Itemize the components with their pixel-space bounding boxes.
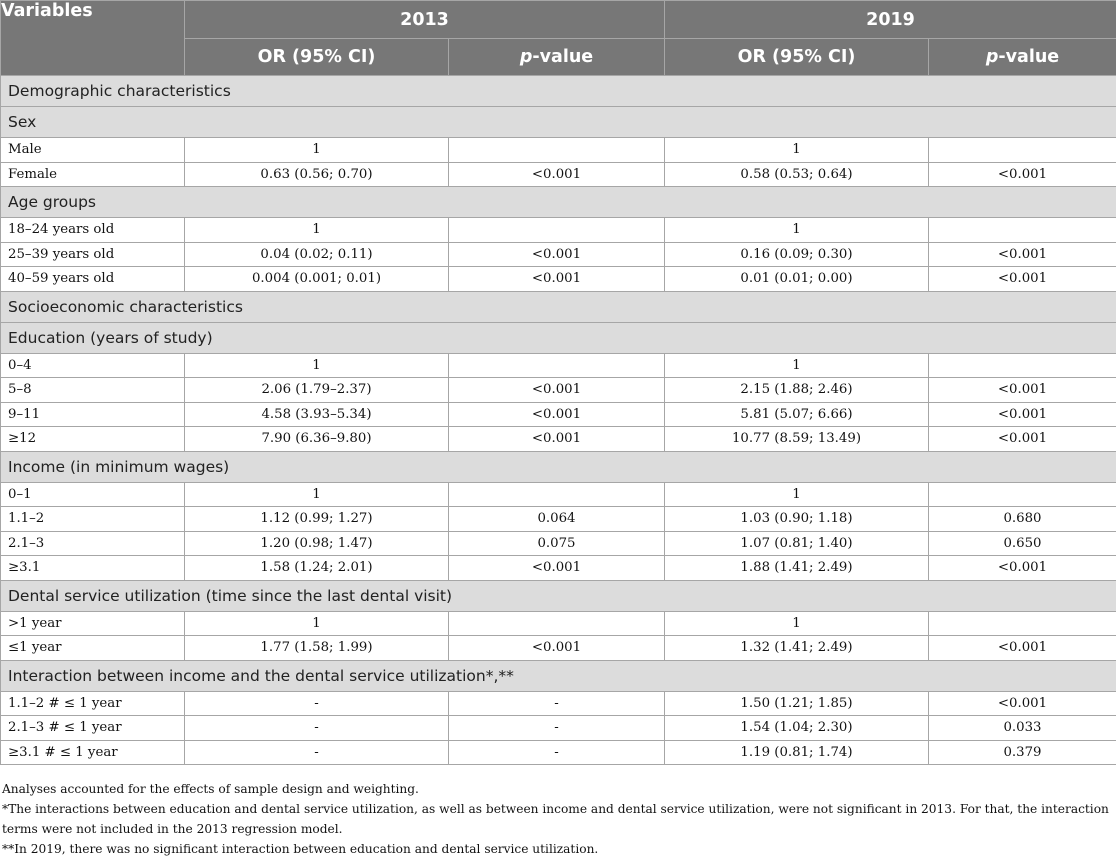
section-label: Dental service utilization (time since the last dental visit) [1, 580, 1116, 611]
section-label: Interaction between income and the dental service utilization*,** [1, 660, 1116, 691]
section-label: Income (in minimum wages) [1, 451, 1116, 482]
cell-p-value-2013: <0.001 [449, 242, 665, 267]
cell-or-ci-2019: 1.32 (1.41; 2.49) [665, 636, 929, 661]
cell-or-ci-2019: 2.15 (1.88; 2.46) [665, 378, 929, 403]
cell-or-ci-2019: 1.07 (0.81; 1.40) [665, 531, 929, 556]
section-row [1, 322, 1116, 353]
header-variables: Variables [1, 1, 185, 76]
cell-or-ci-2013: 0.63 (0.56; 0.70) [185, 162, 449, 187]
cell-or-ci-2019: 1.19 (0.81; 1.74) [665, 740, 929, 765]
cell-p-value-2013 [449, 138, 665, 163]
cell-or-ci-2019: 1 [665, 218, 929, 243]
cell-p-value-2019: 0.379 [929, 740, 1116, 765]
cell-p-value-2019: <0.001 [929, 162, 1116, 187]
cell-p-value-2019: <0.001 [929, 556, 1116, 581]
cell-p-value-2013: - [449, 691, 665, 716]
table-row [1, 138, 1116, 163]
cell-p-value-2013 [449, 353, 665, 378]
cell-p-value-2019: <0.001 [929, 402, 1116, 427]
cell-or-ci-2013: 1 [185, 611, 449, 636]
section-label: Demographic characteristics [1, 76, 1116, 107]
cell-p-value-2013: <0.001 [449, 556, 665, 581]
footnote-interaction-2013: *The interactions between education and dental service utilization, as well as between income and dental service utilization, were not significant in 2013. For that, the interaction terms were not included in the 2013 regression model. [2, 802, 1109, 836]
section-label: Socioeconomic characteristics [1, 291, 1116, 322]
cell-or-ci-2013: 4.58 (3.93–5.34) [185, 402, 449, 427]
cell-or-ci-2019: 1.50 (1.21; 1.85) [665, 691, 929, 716]
cell-p-value-2013: <0.001 [449, 162, 665, 187]
cell-or-ci-2013: 1.77 (1.58; 1.99) [185, 636, 449, 661]
cell-p-value-2019: <0.001 [929, 691, 1116, 716]
cell-p-value-2013: <0.001 [449, 636, 665, 661]
row-label: ≤1 year [1, 636, 185, 661]
header-year-2019: 2019 [665, 1, 1116, 39]
cell-p-value-2019: <0.001 [929, 636, 1116, 661]
cell-p-value-2019: <0.001 [929, 427, 1116, 452]
table-footnotes [0, 765, 1112, 859]
cell-or-ci-2019: 1.54 (1.04; 2.30) [665, 716, 929, 741]
row-label: 25–39 years old [1, 242, 185, 267]
row-label: 1.1–2 # ≤ 1 year [1, 691, 185, 716]
cell-or-ci-2019: 1 [665, 353, 929, 378]
cell-p-value-2019: 0.033 [929, 716, 1116, 741]
cell-or-ci-2013: 1 [185, 218, 449, 243]
header-or-ci-2013: OR (95% CI) [185, 39, 449, 76]
table-row [1, 611, 1116, 636]
table-row [1, 556, 1116, 581]
cell-or-ci-2013: 1 [185, 138, 449, 163]
table-header [1, 1, 1116, 76]
table-row [1, 427, 1116, 452]
cell-or-ci-2013: - [185, 740, 449, 765]
table-row [1, 636, 1116, 661]
cell-or-ci-2019: 5.81 (5.07; 6.66) [665, 402, 929, 427]
table-row [1, 353, 1116, 378]
cell-p-value-2019: 0.680 [929, 507, 1116, 532]
row-label: ≥12 [1, 427, 185, 452]
cell-p-value-2013: <0.001 [449, 402, 665, 427]
section-row [1, 76, 1116, 107]
table-row [1, 162, 1116, 187]
header-p-value-2013: p-value [449, 39, 665, 76]
row-label: 9–11 [1, 402, 185, 427]
cell-p-value-2019: <0.001 [929, 378, 1116, 403]
row-label: Male [1, 138, 185, 163]
footnote-interaction-2019: **In 2019, there was no significant interaction between education and dental service utilization. [2, 842, 599, 856]
row-label: 0–4 [1, 353, 185, 378]
cell-or-ci-2013: 0.004 (0.001; 0.01) [185, 267, 449, 292]
table-row [1, 740, 1116, 765]
row-label: 5–8 [1, 378, 185, 403]
cell-p-value-2019 [929, 482, 1116, 507]
cell-p-value-2013: - [449, 716, 665, 741]
cell-p-value-2013 [449, 611, 665, 636]
row-label: 0–1 [1, 482, 185, 507]
table-row [1, 402, 1116, 427]
section-label: Sex [1, 107, 1116, 138]
cell-or-ci-2013: 1.58 (1.24; 2.01) [185, 556, 449, 581]
cell-or-ci-2019: 1 [665, 611, 929, 636]
table-row [1, 378, 1116, 403]
table-row [1, 716, 1116, 741]
cell-or-ci-2019: 0.58 (0.53; 0.64) [665, 162, 929, 187]
table-row [1, 691, 1116, 716]
cell-or-ci-2019: 1.88 (1.41; 2.49) [665, 556, 929, 581]
section-row [1, 291, 1116, 322]
cell-or-ci-2013: 1 [185, 482, 449, 507]
cell-p-value-2013: 0.064 [449, 507, 665, 532]
cell-p-value-2019 [929, 138, 1116, 163]
cell-p-value-2013: - [449, 740, 665, 765]
section-label: Education (years of study) [1, 322, 1116, 353]
cell-or-ci-2013: 7.90 (6.36–9.80) [185, 427, 449, 452]
cell-p-value-2013: 0.075 [449, 531, 665, 556]
row-label: 40–59 years old [1, 267, 185, 292]
cell-p-value-2013: <0.001 [449, 378, 665, 403]
table-row [1, 482, 1116, 507]
row-label: >1 year [1, 611, 185, 636]
section-row [1, 580, 1116, 611]
row-label: 2.1–3 [1, 531, 185, 556]
cell-p-value-2013 [449, 218, 665, 243]
cell-or-ci-2013: 1 [185, 353, 449, 378]
row-label: 1.1–2 [1, 507, 185, 532]
table-row [1, 218, 1116, 243]
cell-or-ci-2019: 1 [665, 482, 929, 507]
cell-p-value-2019 [929, 611, 1116, 636]
table-row [1, 267, 1116, 292]
row-label: 2.1–3 # ≤ 1 year [1, 716, 185, 741]
cell-or-ci-2013: 2.06 (1.79–2.37) [185, 378, 449, 403]
cell-or-ci-2019: 1.03 (0.90; 1.18) [665, 507, 929, 532]
cell-p-value-2019 [929, 218, 1116, 243]
section-row [1, 451, 1116, 482]
footnote-sample-design: Analyses accounted for the effects of sample design and weighting. [2, 782, 419, 796]
section-row [1, 660, 1116, 691]
cell-or-ci-2019: 10.77 (8.59; 13.49) [665, 427, 929, 452]
table-row [1, 531, 1116, 556]
cell-p-value-2013: <0.001 [449, 427, 665, 452]
cell-p-value-2019: 0.650 [929, 531, 1116, 556]
table-row [1, 507, 1116, 532]
cell-or-ci-2013: - [185, 691, 449, 716]
row-label: ≥3.1 [1, 556, 185, 581]
row-label: Female [1, 162, 185, 187]
header-year-2013: 2013 [185, 1, 665, 39]
cell-p-value-2013 [449, 482, 665, 507]
cell-p-value-2019: <0.001 [929, 242, 1116, 267]
cell-or-ci-2013: - [185, 716, 449, 741]
cell-or-ci-2013: 1.12 (0.99; 1.27) [185, 507, 449, 532]
section-row [1, 187, 1116, 218]
cell-or-ci-2019: 1 [665, 138, 929, 163]
row-label: 18–24 years old [1, 218, 185, 243]
section-row [1, 107, 1116, 138]
table-body [1, 76, 1116, 765]
header-or-ci-2019: OR (95% CI) [665, 39, 929, 76]
cell-p-value-2013: <0.001 [449, 267, 665, 292]
section-label: Age groups [1, 187, 1116, 218]
cell-or-ci-2019: 0.01 (0.01; 0.00) [665, 267, 929, 292]
cell-p-value-2019: <0.001 [929, 267, 1116, 292]
cell-or-ci-2013: 0.04 (0.02; 0.11) [185, 242, 449, 267]
table-row [1, 242, 1116, 267]
header-p-value-2019: p-value [929, 39, 1116, 76]
row-label: ≥3.1 # ≤ 1 year [1, 740, 185, 765]
cell-or-ci-2019: 0.16 (0.09; 0.30) [665, 242, 929, 267]
cell-p-value-2019 [929, 353, 1116, 378]
cell-or-ci-2013: 1.20 (0.98; 1.47) [185, 531, 449, 556]
